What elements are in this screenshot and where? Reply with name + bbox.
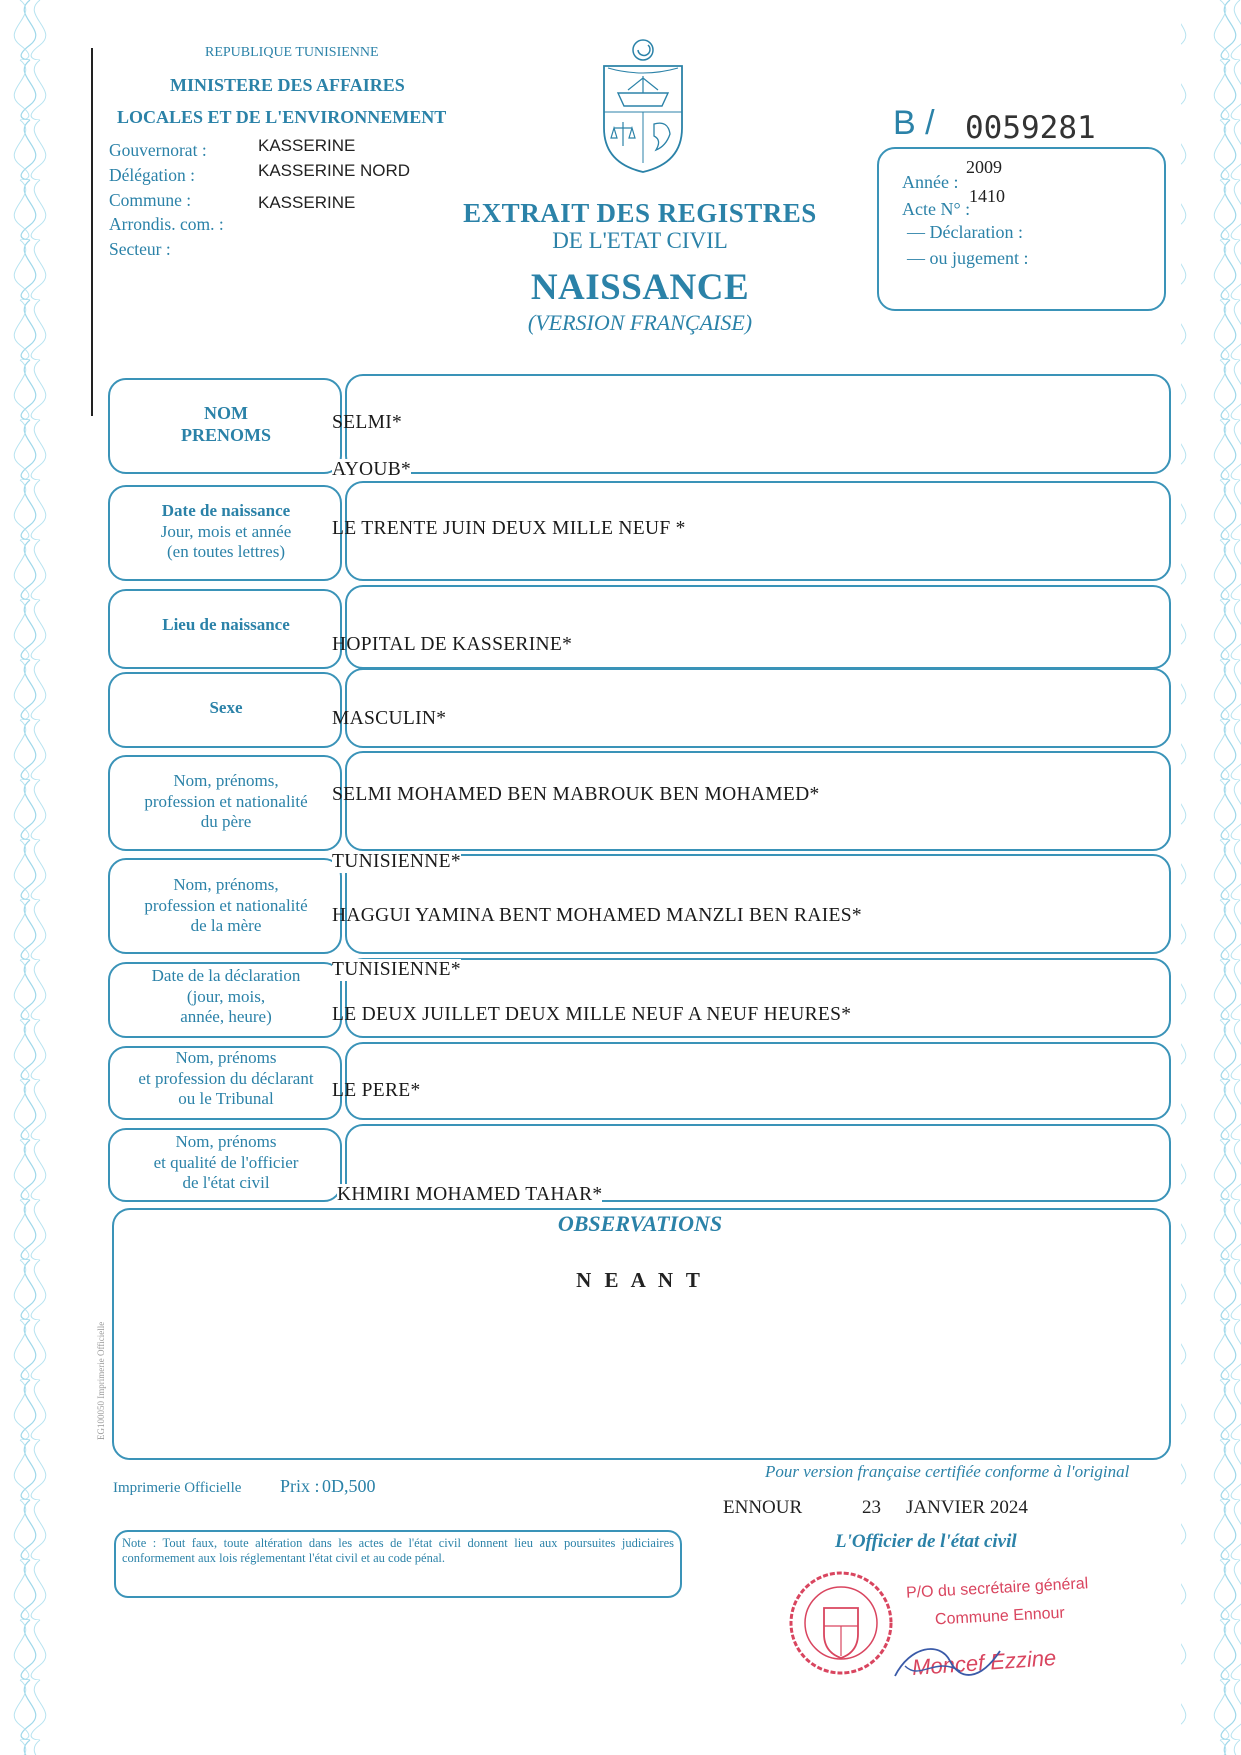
declarant-value: LE PERE* [332,1080,421,1101]
sexe-label: Sexe [209,697,243,717]
officier-label [111,1130,341,1196]
title-naissance: NAISSANCE [530,267,750,308]
sexe-value-box [345,668,1171,748]
mere-label-line-1: Nom, prénoms, [173,875,279,895]
declaration-label-line-2: (jour, mois, [186,986,266,1006]
prenoms-value: AYOUB* [332,459,412,480]
side-printer-text: EG100050 Imprimerie Officielle [96,1321,106,1440]
signature-scribble [890,1636,1010,1686]
declaration-label: — Déclaration : [907,222,1023,242]
officier-value: KHMIRI MOHAMED TAHAR* [337,1184,603,1205]
mere-label-line-2: profession et nationalité [144,895,308,915]
mere-value-box [345,854,1171,954]
mere-label-line-3: de la mère [190,916,262,936]
annee-label: Année : [902,172,959,192]
declarant-label [111,1046,341,1112]
pere-nationalite-value: TUNISIENNE* [332,851,461,872]
gouvernorat-label: Gouvernorat : [109,140,207,160]
acte-label: Acte N° : [902,199,971,219]
gouvernorat-value: KASSERINE [258,136,356,155]
stamp-line-1: P/O du secrétaire général [905,1575,1089,1602]
declaration-value-box [345,958,1171,1038]
declarant-label-line-1: Nom, prénoms [175,1048,277,1068]
observations-value: N E A N T [576,1268,704,1292]
annee-value: 2009 [966,157,1002,177]
stamp-line-2: Commune Ennour [934,1604,1066,1629]
ministere-line-1: MINISTERE DES AFFAIRES [170,75,405,95]
nom-label: NOM [204,403,248,424]
reference-prefix: B / [893,104,935,142]
nom-value: SELMI* [332,412,403,433]
declaration-label-line-1: Date de la déclaration [151,966,301,986]
observations-box [112,1208,1171,1460]
reference-number: 0059281 [965,110,1096,146]
prix-value: 0D,500 [322,1476,376,1496]
title-line-2: DE L'ETAT CIVIL [552,228,728,253]
pere-value: SELMI MOHAMED BEN MABROUK BEN MOHAMED* [332,784,820,805]
declarant-value-box [345,1042,1171,1120]
prix-label: Prix : [280,1476,320,1496]
date-label-line-1: Date de naissance [161,501,291,521]
lieu-naissance-value: HOPITAL DE KASSERINE* [332,634,573,655]
arrondis-label: Arrondis. com. : [109,214,224,234]
declaration-date-label [111,964,341,1030]
note-text: Note : Tout faux, toute altération dans les actes de l'état civil donnent lieu aux poursuites judiciaires conformement aux lois réglementant l'état civil et au code pénal. [122,1536,674,1565]
officier-label-line-2: et qualité de l'officier [153,1152,299,1172]
commune-label: Commune : [109,190,192,210]
stamp-signature: Moncef Ezzine [911,1644,1057,1681]
declarant-label-line-2: et profession du déclarant [138,1068,314,1088]
nom-prenoms-label [111,392,341,458]
footer-lieu: ENNOUR [723,1497,803,1518]
lieu-value-box [345,585,1171,669]
date-naissance-value: LE TRENTE JUIN DEUX MILLE NEUF * [332,518,686,539]
title-version: (VERSION FRANÇAISE) [527,310,753,335]
footer-date-day: 23 [862,1497,881,1518]
commune-value: KASSERINE [258,193,356,212]
delegation-label: Délégation : [109,165,196,185]
observations-title: OBSERVATIONS [440,1211,840,1237]
lieu-naissance-label: Lieu de naissance [162,614,290,634]
delegation-value: KASSERINE NORD [258,161,411,180]
declaration-date-value: LE DEUX JUILLET DEUX MILLE NEUF A NEUF HEURES* [332,1004,852,1025]
date-label-line-2: Jour, mois et année [160,521,292,541]
title-line-1: EXTRAIT DES REGISTRES [463,198,817,228]
mere-nationalite-value: TUNISIENNE* [332,959,461,980]
officier-label-line-3: de l'état civil [182,1173,270,1193]
pere-label-line-3: du père [200,812,252,832]
pere-label-line-1: Nom, prénoms, [173,771,279,791]
coat-of-arms-icon [596,38,690,174]
nom-value-box [345,374,1171,474]
date-label-line-3: (en toutes lettres) [166,542,285,562]
footer-date-rest: JANVIER 2024 [906,1497,1028,1518]
ministere-line-2: LOCALES ET DE L'ENVIRONNEMENT [117,107,447,127]
officier-signature-title: L'Officier de l'état civil [835,1531,1017,1552]
declaration-label-line-3: année, heure) [180,1007,272,1027]
jugement-label: — ou jugement : [907,248,1029,268]
secteur-label: Secteur : [109,239,171,259]
official-stamp-icon [786,1568,896,1678]
acte-value: 1410 [969,186,1005,206]
mere-label [111,866,341,946]
mere-value: HAGGUI YAMINA BENT MOHAMED MANZLI BEN RAIES* [332,905,862,926]
pere-label-line-2: profession et nationalité [144,791,308,811]
sexe-value: MASCULIN* [332,708,447,729]
officier-label-line-1: Nom, prénoms [175,1132,277,1152]
certifie-text: Pour version française certifiée conforme à l'original [765,1462,1130,1481]
pere-label [111,762,341,842]
imprimerie-label: Imprimerie Officielle [113,1480,242,1496]
prenoms-label: PRENOMS [181,425,271,445]
declarant-label-line-3: ou le Tribunal [178,1089,274,1109]
margin-rule [91,48,93,416]
republique-text: REPUBLIQUE TUNISIENNE [205,45,379,60]
date-naissance-label [111,492,341,572]
